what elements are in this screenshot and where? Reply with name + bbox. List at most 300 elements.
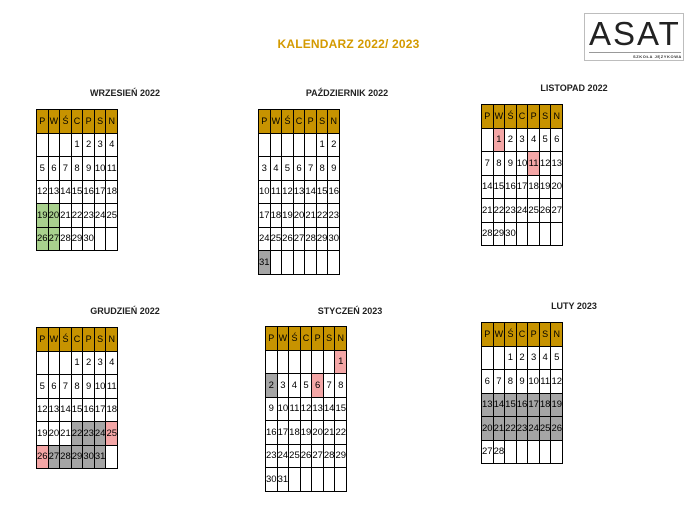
empty-day-cell: [551, 222, 563, 246]
day-cell: 24: [277, 444, 289, 468]
day-cell: 2: [266, 374, 278, 398]
day-cell: 20: [482, 417, 494, 441]
day-cell: 8: [493, 152, 505, 176]
weekday-label: W: [493, 323, 505, 347]
day-cell: 21: [60, 204, 72, 228]
day-cell: 3: [516, 128, 528, 152]
day-cell: 17: [94, 398, 106, 422]
empty-day-cell: [37, 133, 49, 157]
weekday-label: P: [305, 110, 317, 134]
day-cell: 25: [539, 417, 551, 441]
day-cell: 1: [71, 133, 83, 157]
day-cell: 4: [106, 133, 118, 157]
day-cell: 20: [293, 204, 305, 228]
weekday-label: S: [316, 110, 328, 134]
weekday-label: W: [48, 328, 60, 352]
day-cell: 10: [277, 397, 289, 421]
day-cell: 5: [37, 375, 49, 399]
weekday-label: C: [516, 105, 528, 129]
empty-day-cell: [516, 440, 528, 464]
day-cell: 11: [289, 397, 301, 421]
day-cell: 9: [328, 157, 340, 181]
weekday-label: C: [300, 327, 312, 351]
calendar-grid: [36, 109, 118, 251]
day-cell: 13: [482, 393, 494, 417]
asat-logo: [584, 13, 684, 61]
day-cell: 26: [551, 417, 563, 441]
day-cell: 10: [259, 180, 271, 204]
week-row: [37, 351, 118, 375]
day-cell: 3: [94, 133, 106, 157]
day-cell: 29: [71, 445, 83, 469]
day-cell: 14: [60, 180, 72, 204]
day-cell: 30: [266, 468, 278, 492]
empty-day-cell: [323, 468, 335, 492]
day-cell: 21: [60, 422, 72, 446]
empty-day-cell: [539, 222, 551, 246]
day-cell: 16: [83, 398, 95, 422]
weekday-label: W: [493, 105, 505, 129]
weekday-label: P: [83, 328, 95, 352]
day-cell: 8: [505, 370, 517, 394]
day-cell: 15: [335, 397, 347, 421]
day-cell: 11: [539, 370, 551, 394]
day-cell: 27: [48, 445, 60, 469]
weekday-label: Ś: [282, 110, 294, 134]
empty-day-cell: [328, 251, 340, 275]
weekday-label: P: [528, 105, 540, 129]
day-cell: 16: [505, 175, 517, 199]
week-row: [266, 397, 347, 421]
day-cell: 10: [94, 375, 106, 399]
weekday-label: C: [71, 110, 83, 134]
day-cell: 4: [270, 157, 282, 181]
empty-day-cell: [305, 251, 317, 275]
day-cell: 2: [505, 128, 517, 152]
day-cell: 23: [505, 199, 517, 223]
day-cell: 28: [323, 444, 335, 468]
day-cell: 20: [312, 421, 324, 445]
day-cell: 1: [316, 133, 328, 157]
day-cell: 17: [528, 393, 540, 417]
day-cell: 26: [282, 227, 294, 251]
day-cell: 21: [323, 421, 335, 445]
day-cell: 20: [48, 204, 60, 228]
day-cell: 19: [551, 393, 563, 417]
day-cell: 26: [539, 199, 551, 223]
day-cell: 23: [328, 204, 340, 228]
day-cell: 11: [106, 375, 118, 399]
weekday-label: P: [37, 110, 49, 134]
day-cell: 12: [37, 398, 49, 422]
weekday-label: S: [323, 327, 335, 351]
weekday-header-row: [37, 328, 118, 352]
day-cell: 23: [266, 444, 278, 468]
week-row: [37, 133, 118, 157]
day-cell: 22: [335, 421, 347, 445]
weekday-label: S: [539, 323, 551, 347]
week-row: [482, 199, 563, 223]
day-cell: 2: [83, 351, 95, 375]
day-cell: 24: [94, 422, 106, 446]
weekday-header-row: [482, 323, 563, 347]
week-row: [37, 204, 118, 228]
weekday-label: S: [94, 328, 106, 352]
empty-day-cell: [335, 468, 347, 492]
day-cell: 7: [493, 370, 505, 394]
day-cell: 28: [60, 445, 72, 469]
day-cell: 5: [551, 346, 563, 370]
empty-day-cell: [48, 133, 60, 157]
day-cell: 12: [551, 370, 563, 394]
day-cell: 25: [106, 204, 118, 228]
day-cell: 6: [482, 370, 494, 394]
empty-day-cell: [270, 251, 282, 275]
day-cell: 8: [316, 157, 328, 181]
week-row: [259, 180, 340, 204]
day-cell: 7: [323, 374, 335, 398]
day-cell: 2: [516, 346, 528, 370]
day-cell: 4: [528, 128, 540, 152]
day-cell: 31: [94, 445, 106, 469]
day-cell: 2: [328, 133, 340, 157]
day-cell: 7: [482, 152, 494, 176]
week-row: [482, 370, 563, 394]
month-title: LUTY 2023: [551, 301, 597, 311]
calendar-grid: [481, 104, 563, 246]
week-row: [259, 251, 340, 275]
weekday-label: W: [48, 110, 60, 134]
weekday-label: Ś: [505, 323, 517, 347]
week-row: [266, 444, 347, 468]
day-cell: 1: [335, 350, 347, 374]
empty-day-cell: [293, 133, 305, 157]
day-cell: 25: [270, 227, 282, 251]
day-cell: 28: [60, 227, 72, 251]
day-cell: 19: [300, 421, 312, 445]
day-cell: 21: [493, 417, 505, 441]
weekday-label: C: [516, 323, 528, 347]
day-cell: 12: [539, 152, 551, 176]
week-row: [266, 421, 347, 445]
day-cell: 23: [83, 422, 95, 446]
day-cell: 11: [270, 180, 282, 204]
day-cell: 13: [551, 152, 563, 176]
day-cell: 10: [94, 157, 106, 181]
day-cell: 15: [71, 180, 83, 204]
week-row: [259, 227, 340, 251]
day-cell: 5: [539, 128, 551, 152]
empty-day-cell: [266, 350, 278, 374]
day-cell: 31: [259, 251, 271, 275]
day-cell: 24: [516, 199, 528, 223]
empty-day-cell: [259, 133, 271, 157]
day-cell: 30: [83, 227, 95, 251]
day-cell: 22: [71, 204, 83, 228]
week-row: [37, 157, 118, 181]
week-row: [37, 180, 118, 204]
day-cell: 11: [106, 157, 118, 181]
day-cell: 1: [505, 346, 517, 370]
day-cell: 15: [493, 175, 505, 199]
day-cell: 25: [528, 199, 540, 223]
empty-day-cell: [539, 440, 551, 464]
day-cell: 4: [106, 351, 118, 375]
day-cell: 22: [493, 199, 505, 223]
calendar-grid: [481, 322, 563, 464]
week-row: [37, 445, 118, 469]
empty-day-cell: [282, 251, 294, 275]
day-cell: 7: [60, 157, 72, 181]
day-cell: 8: [335, 374, 347, 398]
month-title: WRZESIEŃ 2022: [89, 88, 161, 98]
day-cell: 20: [551, 175, 563, 199]
day-cell: 29: [316, 227, 328, 251]
weekday-label: P: [37, 328, 49, 352]
empty-day-cell: [528, 440, 540, 464]
day-cell: 30: [83, 445, 95, 469]
day-cell: 13: [293, 180, 305, 204]
day-cell: 30: [328, 227, 340, 251]
empty-day-cell: [289, 468, 301, 492]
week-row: [482, 393, 563, 417]
day-cell: 24: [259, 227, 271, 251]
day-cell: 18: [289, 421, 301, 445]
day-cell: 6: [293, 157, 305, 181]
weekday-label: W: [277, 327, 289, 351]
empty-day-cell: [106, 227, 118, 251]
day-cell: 16: [266, 421, 278, 445]
empty-day-cell: [277, 350, 289, 374]
day-cell: 3: [277, 374, 289, 398]
day-cell: 19: [282, 204, 294, 228]
day-cell: 14: [60, 398, 72, 422]
week-row: [482, 175, 563, 199]
day-cell: 18: [106, 180, 118, 204]
day-cell: 6: [312, 374, 324, 398]
day-cell: 25: [289, 444, 301, 468]
day-cell: 27: [482, 440, 494, 464]
weekday-label: P: [259, 110, 271, 134]
day-cell: 11: [528, 152, 540, 176]
day-cell: 3: [528, 346, 540, 370]
empty-day-cell: [37, 351, 49, 375]
day-cell: 21: [305, 204, 317, 228]
empty-day-cell: [48, 351, 60, 375]
calendar-grid: [258, 109, 340, 275]
day-cell: 28: [305, 227, 317, 251]
month-title: PAŹDZIERNIK 2022: [305, 88, 389, 98]
day-cell: 17: [259, 204, 271, 228]
weekday-label: N: [106, 110, 118, 134]
day-cell: 14: [323, 397, 335, 421]
week-row: [37, 375, 118, 399]
day-cell: 20: [48, 422, 60, 446]
day-cell: 17: [94, 180, 106, 204]
day-cell: 19: [539, 175, 551, 199]
weekday-label: P: [482, 105, 494, 129]
logo-text: ASAT: [589, 15, 681, 52]
day-cell: 26: [37, 227, 49, 251]
day-cell: 30: [505, 222, 517, 246]
day-cell: 10: [516, 152, 528, 176]
day-cell: 22: [71, 422, 83, 446]
empty-day-cell: [289, 350, 301, 374]
day-cell: 12: [37, 180, 49, 204]
week-row: [259, 133, 340, 157]
day-cell: 19: [37, 204, 49, 228]
day-cell: 17: [277, 421, 289, 445]
weekday-label: N: [335, 327, 347, 351]
day-cell: 13: [312, 397, 324, 421]
empty-day-cell: [270, 133, 282, 157]
day-cell: 24: [94, 204, 106, 228]
month-title: STYCZEŃ 2023: [317, 306, 383, 316]
calendar-grid: [265, 326, 347, 492]
weekday-label: P: [482, 323, 494, 347]
weekday-label: P: [83, 110, 95, 134]
empty-day-cell: [551, 440, 563, 464]
week-row: [482, 222, 563, 246]
day-cell: 10: [528, 370, 540, 394]
day-cell: 28: [493, 440, 505, 464]
week-row: [37, 422, 118, 446]
day-cell: 14: [305, 180, 317, 204]
week-row: [259, 204, 340, 228]
empty-day-cell: [300, 350, 312, 374]
day-cell: 14: [482, 175, 494, 199]
weekday-header-row: [482, 105, 563, 129]
empty-day-cell: [312, 468, 324, 492]
day-cell: 25: [106, 422, 118, 446]
day-cell: 1: [71, 351, 83, 375]
weekday-header-row: [259, 110, 340, 134]
empty-day-cell: [505, 440, 517, 464]
week-row: [37, 398, 118, 422]
day-cell: 29: [335, 444, 347, 468]
empty-day-cell: [94, 227, 106, 251]
empty-day-cell: [516, 222, 528, 246]
empty-day-cell: [482, 346, 494, 370]
day-cell: 8: [71, 157, 83, 181]
week-row: [482, 417, 563, 441]
day-cell: 15: [71, 398, 83, 422]
day-cell: 5: [37, 157, 49, 181]
day-cell: 18: [270, 204, 282, 228]
day-cell: 18: [106, 398, 118, 422]
weekday-label: N: [551, 323, 563, 347]
day-cell: 6: [551, 128, 563, 152]
day-cell: 12: [300, 397, 312, 421]
weekday-label: N: [328, 110, 340, 134]
day-cell: 18: [528, 175, 540, 199]
day-cell: 9: [83, 375, 95, 399]
empty-day-cell: [60, 351, 72, 375]
day-cell: 15: [316, 180, 328, 204]
empty-day-cell: [293, 251, 305, 275]
day-cell: 3: [94, 351, 106, 375]
weekday-label: P: [266, 327, 278, 351]
day-cell: 12: [282, 180, 294, 204]
weekday-header-row: [266, 327, 347, 351]
weekday-label: Ś: [289, 327, 301, 351]
day-cell: 13: [48, 180, 60, 204]
day-cell: 7: [305, 157, 317, 181]
day-cell: 18: [539, 393, 551, 417]
week-row: [266, 468, 347, 492]
day-cell: 24: [528, 417, 540, 441]
weekday-label: W: [270, 110, 282, 134]
day-cell: 27: [312, 444, 324, 468]
weekday-label: C: [293, 110, 305, 134]
weekday-label: C: [71, 328, 83, 352]
day-cell: 23: [83, 204, 95, 228]
day-cell: 16: [516, 393, 528, 417]
day-cell: 22: [505, 417, 517, 441]
weekday-label: Ś: [60, 328, 72, 352]
day-cell: 27: [551, 199, 563, 223]
day-cell: 8: [71, 375, 83, 399]
weekday-label: Ś: [505, 105, 517, 129]
empty-day-cell: [300, 468, 312, 492]
page-title: KALENDARZ 2022/ 2023: [277, 37, 420, 51]
month-title: GRUDZIEŃ 2022: [90, 306, 160, 316]
weekday-label: P: [312, 327, 324, 351]
week-row: [37, 227, 118, 251]
weekday-label: P: [528, 323, 540, 347]
empty-day-cell: [316, 251, 328, 275]
empty-day-cell: [305, 133, 317, 157]
week-row: [259, 157, 340, 181]
day-cell: 16: [328, 180, 340, 204]
logo-subtext: SZKOŁA JĘZYKOWA: [633, 54, 682, 59]
empty-day-cell: [493, 346, 505, 370]
empty-day-cell: [482, 128, 494, 152]
empty-day-cell: [106, 445, 118, 469]
day-cell: 1: [493, 128, 505, 152]
day-cell: 6: [48, 375, 60, 399]
weekday-label: Ś: [60, 110, 72, 134]
day-cell: 9: [516, 370, 528, 394]
day-cell: 21: [482, 199, 494, 223]
day-cell: 5: [282, 157, 294, 181]
day-cell: 5: [300, 374, 312, 398]
week-row: [482, 440, 563, 464]
day-cell: 14: [493, 393, 505, 417]
month-title: LISTOPAD 2022: [540, 83, 608, 93]
empty-day-cell: [312, 350, 324, 374]
day-cell: 9: [266, 397, 278, 421]
day-cell: 27: [293, 227, 305, 251]
day-cell: 2: [83, 133, 95, 157]
day-cell: 26: [300, 444, 312, 468]
day-cell: 3: [259, 157, 271, 181]
day-cell: 6: [48, 157, 60, 181]
empty-day-cell: [528, 222, 540, 246]
day-cell: 15: [505, 393, 517, 417]
week-row: [266, 350, 347, 374]
day-cell: 9: [505, 152, 517, 176]
week-row: [482, 152, 563, 176]
day-cell: 19: [37, 422, 49, 446]
week-row: [266, 374, 347, 398]
day-cell: 27: [48, 227, 60, 251]
logo-divider: [589, 52, 681, 53]
weekday-label: N: [106, 328, 118, 352]
calendar-grid: [36, 327, 118, 469]
day-cell: 31: [277, 468, 289, 492]
day-cell: 29: [71, 227, 83, 251]
